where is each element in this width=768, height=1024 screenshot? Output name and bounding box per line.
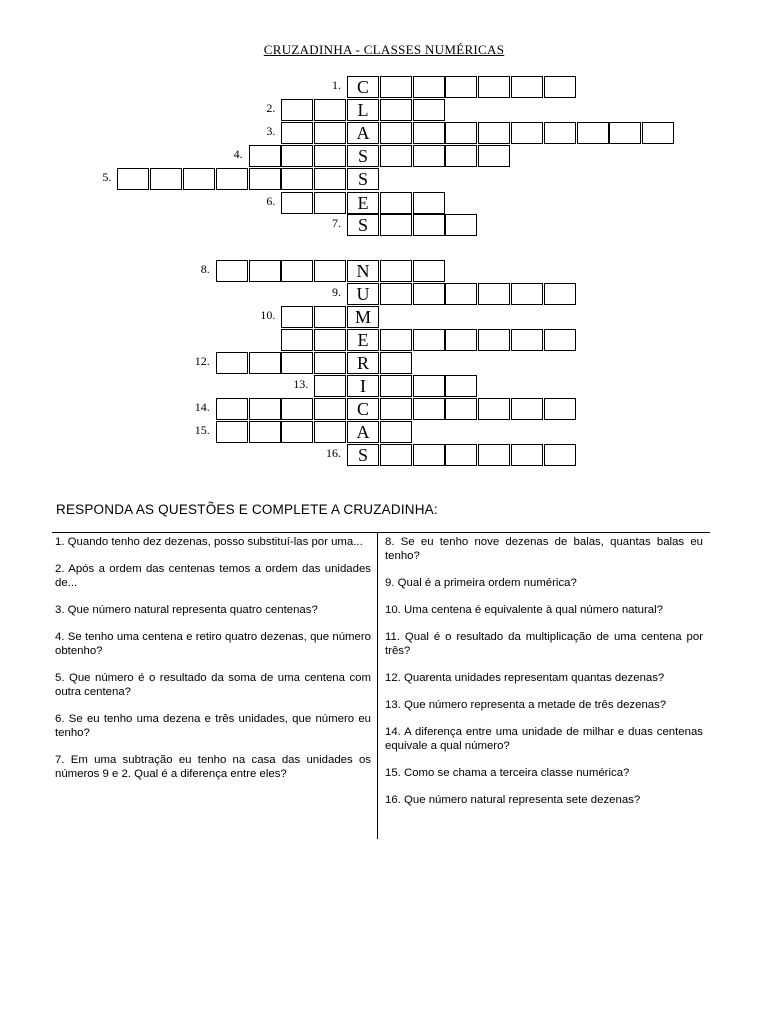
crossword-cell[interactable] <box>380 192 412 214</box>
crossword-cell[interactable] <box>150 168 182 190</box>
crossword-key-cell[interactable]: A <box>347 122 379 144</box>
crossword-cell[interactable] <box>413 398 445 420</box>
crossword-cell[interactable] <box>445 329 477 351</box>
crossword-cell[interactable] <box>413 283 445 305</box>
crossword-cell[interactable] <box>511 329 543 351</box>
crossword-key-cell[interactable]: E <box>347 329 379 351</box>
crossword-cell[interactable] <box>511 398 543 420</box>
clue-number: 6. <box>266 194 276 208</box>
crossword-cell[interactable] <box>314 122 346 144</box>
crossword-cell[interactable] <box>281 398 313 420</box>
crossword-cell[interactable] <box>413 444 445 466</box>
crossword-cell[interactable] <box>281 352 313 374</box>
crossword-cell[interactable] <box>314 99 346 121</box>
crossword-cell[interactable] <box>511 76 543 98</box>
crossword-cell[interactable] <box>380 260 412 282</box>
question: 14. A diferença entre uma unidade de milhar e duas centenas equivale a qual número? <box>385 726 703 752</box>
crossword-key-cell[interactable]: N <box>347 260 379 282</box>
crossword-cell[interactable] <box>281 168 313 190</box>
crossword-cell[interactable] <box>413 145 445 167</box>
crossword-cell[interactable] <box>314 168 346 190</box>
clue-number: 4. <box>233 147 243 161</box>
crossword-cell[interactable] <box>642 122 674 144</box>
crossword-cell[interactable] <box>511 444 543 466</box>
crossword-cell[interactable] <box>413 122 445 144</box>
crossword-key-cell[interactable]: A <box>347 421 379 443</box>
crossword-cell[interactable] <box>478 122 510 144</box>
clue-number: 7. <box>332 216 341 230</box>
question: 7. Em uma subtração eu tenho na casa das unidades os números 9 e 2. Qual é a diferença entre eles? <box>55 754 371 780</box>
question: 15. Como se chama a terceira classe numérica? <box>385 767 630 779</box>
crossword-key-cell[interactable]: S <box>347 444 379 466</box>
question: 16. Que número natural representa sete dezenas? <box>385 794 641 806</box>
crossword-cell[interactable] <box>216 398 248 420</box>
question: 4. Se tenho uma centena e retiro quatro dezenas, que número obtenho? <box>55 631 371 657</box>
crossword-cell[interactable] <box>281 329 313 351</box>
crossword-key-cell[interactable]: M <box>347 306 379 328</box>
clue-number: 9. <box>332 285 341 299</box>
crossword-cell[interactable] <box>380 99 412 121</box>
crossword-cell[interactable] <box>445 122 477 144</box>
page-title-text: CRUZADINHA - CLASSES NUMÉRICAS <box>263 42 505 57</box>
crossword-cell[interactable] <box>314 421 346 443</box>
question: 8. Se eu tenho nove dezenas de balas, quantas balas eu tenho? <box>385 536 703 562</box>
question: 12. Quarenta unidades representam quantas dezenas? <box>385 672 665 684</box>
crossword-cell[interactable] <box>445 76 477 98</box>
crossword-cell[interactable] <box>413 76 445 98</box>
crossword-cell[interactable] <box>281 421 313 443</box>
crossword-cell[interactable] <box>380 421 412 443</box>
crossword-cell[interactable] <box>478 444 510 466</box>
crossword-key-cell[interactable]: I <box>347 375 379 397</box>
crossword-cell[interactable] <box>478 145 510 167</box>
crossword-cell[interactable] <box>445 444 477 466</box>
crossword-cell[interactable] <box>544 122 576 144</box>
crossword-cell[interactable] <box>380 375 412 397</box>
crossword-key-cell[interactable]: U <box>347 283 379 305</box>
crossword-cell[interactable] <box>544 398 576 420</box>
clue-number: 2. <box>266 101 276 115</box>
questions-left-column <box>55 535 371 794</box>
crossword-cell[interactable] <box>478 398 510 420</box>
crossword-cell[interactable] <box>281 192 313 214</box>
crossword-cell[interactable] <box>413 192 445 214</box>
question: 10. Uma centena é equivalente à qual número natural? <box>385 604 663 616</box>
crossword-cell[interactable] <box>380 214 412 236</box>
crossword-cell[interactable] <box>445 398 477 420</box>
crossword-cell[interactable] <box>216 168 248 190</box>
crossword-cell[interactable] <box>249 398 281 420</box>
crossword-cell[interactable] <box>478 76 510 98</box>
column-divider <box>377 533 378 839</box>
crossword-key-cell[interactable]: S <box>347 145 379 167</box>
crossword-cell[interactable] <box>544 283 576 305</box>
clue-number: 12. <box>194 354 210 368</box>
crossword-cell[interactable] <box>314 329 346 351</box>
clue-number: 5. <box>102 170 112 184</box>
crossword-key-cell[interactable]: R <box>347 352 379 374</box>
question: 9. Qual é a primeira ordem numérica? <box>385 577 577 589</box>
clue-number: 10. <box>260 308 276 322</box>
clue-number: 3. <box>266 124 276 138</box>
crossword-cell[interactable] <box>413 375 445 397</box>
crossword-key-cell[interactable]: C <box>347 76 379 98</box>
question: 6. Se eu tenho uma dezena e três unidades, que número eu tenho? <box>55 713 371 739</box>
question: 5. Que número é o resultado da soma de uma centena com outra centena? <box>55 672 371 698</box>
crossword-cell[interactable] <box>380 352 412 374</box>
crossword-cell[interactable] <box>544 76 576 98</box>
crossword-cell[interactable] <box>511 122 543 144</box>
crossword-cell[interactable] <box>183 168 215 190</box>
crossword-cell[interactable] <box>511 283 543 305</box>
crossword-cell[interactable] <box>478 283 510 305</box>
crossword-cell[interactable] <box>314 145 346 167</box>
crossword-cell[interactable] <box>249 260 281 282</box>
crossword-cell[interactable] <box>314 375 346 397</box>
clue-number: 16. <box>326 446 341 460</box>
crossword-cell[interactable] <box>478 329 510 351</box>
crossword-cell[interactable] <box>216 352 248 374</box>
crossword-cell[interactable] <box>216 421 248 443</box>
crossword-cell[interactable] <box>413 260 445 282</box>
crossword-cell[interactable] <box>445 283 477 305</box>
crossword-cell[interactable] <box>380 76 412 98</box>
crossword-cell[interactable] <box>281 306 313 328</box>
crossword-cell[interactable] <box>544 444 576 466</box>
clue-number: 14. <box>194 400 210 414</box>
crossword-cell[interactable] <box>249 145 281 167</box>
question: 2. Após a ordem das centenas temos a ordem das unidades de... <box>55 563 371 589</box>
questions-right-column <box>385 535 703 820</box>
crossword-cell[interactable] <box>117 168 149 190</box>
crossword-cell[interactable] <box>380 398 412 420</box>
crossword-cell[interactable] <box>281 99 313 121</box>
crossword-cell[interactable] <box>281 122 313 144</box>
crossword-cell[interactable] <box>380 329 412 351</box>
crossword-key-cell[interactable]: S <box>347 168 379 190</box>
clue-number: 13. <box>293 377 309 391</box>
crossword-cell[interactable] <box>380 122 412 144</box>
crossword-cell[interactable] <box>249 352 281 374</box>
crossword-cell[interactable] <box>380 444 412 466</box>
crossword-cell[interactable] <box>544 329 576 351</box>
crossword-key-cell[interactable]: C <box>347 398 379 420</box>
crossword-cell[interactable] <box>413 99 445 121</box>
crossword-grid <box>0 0 768 480</box>
clue-number: 1. <box>332 78 341 92</box>
crossword-key-cell[interactable]: S <box>347 214 379 236</box>
question: 1. Quando tenho dez dezenas, posso substituí-las por uma... <box>55 536 363 548</box>
crossword-cell[interactable] <box>281 260 313 282</box>
crossword-cell[interactable] <box>380 283 412 305</box>
crossword-key-cell[interactable]: L <box>347 99 379 121</box>
question: 13. Que número representa a metade de três dezenas? <box>385 699 667 711</box>
crossword-cell[interactable] <box>380 145 412 167</box>
questions-table <box>52 532 710 839</box>
crossword-cell[interactable] <box>577 122 609 144</box>
crossword-cell[interactable] <box>314 192 346 214</box>
crossword-cell[interactable] <box>249 168 281 190</box>
crossword-cell[interactable] <box>314 260 346 282</box>
crossword-cell[interactable] <box>609 122 641 144</box>
crossword-key-cell[interactable]: E <box>347 192 379 214</box>
crossword-cell[interactable] <box>314 306 346 328</box>
question: 3. Que número natural representa quatro centenas? <box>55 604 318 616</box>
clue-number: 8. <box>200 262 210 276</box>
crossword-cell[interactable] <box>445 375 477 397</box>
crossword-cell[interactable] <box>445 214 477 236</box>
crossword-cell[interactable] <box>413 329 445 351</box>
crossword-cell[interactable] <box>249 421 281 443</box>
crossword-cell[interactable] <box>314 398 346 420</box>
crossword-cell[interactable] <box>413 214 445 236</box>
crossword-cell[interactable] <box>216 260 248 282</box>
question: 11. Qual é o resultado da multiplicação de uma centena por três? <box>385 631 703 657</box>
crossword-cell[interactable] <box>281 145 313 167</box>
clue-number: 15. <box>194 423 210 437</box>
instructions: RESPONDA AS QUESTÕES E COMPLETE A CRUZADINHA: <box>56 502 438 517</box>
crossword-cell[interactable] <box>314 352 346 374</box>
crossword-cell[interactable] <box>445 145 477 167</box>
